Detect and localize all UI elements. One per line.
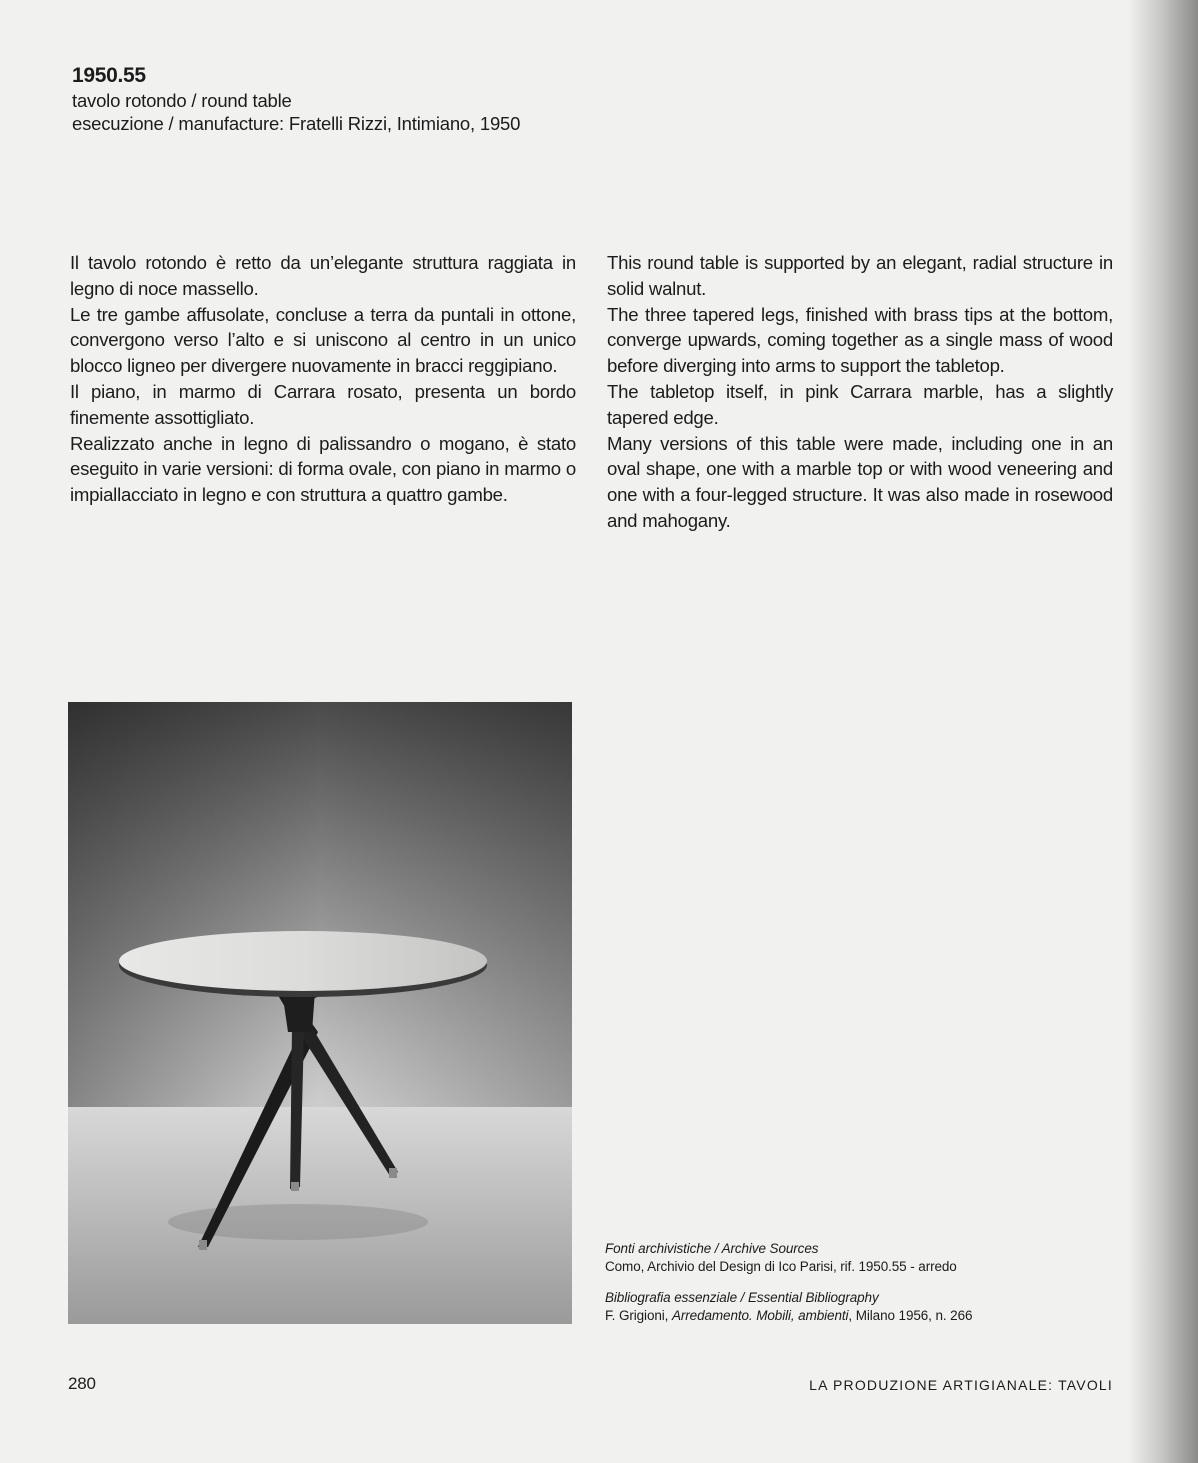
page-number: 280	[68, 1374, 96, 1393]
bibliography-heading: Bibliografia essenziale / Essential Bibliography	[605, 1290, 879, 1305]
italian-paragraph: Realizzato anche in legno di palissandro o mogano, è stato eseguito in varie versioni: di forma ovale, con piano in marmo o impiallacciato in legno e con struttura a quattro gambe.	[70, 432, 576, 506]
bibliography-details: , Milano 1956, n. 266	[848, 1307, 973, 1323]
english-paragraph: Many versions of this table were made, including one in an oval shape, one with a marble top or with wood veneering and one with a four-legged structure. It was also made in rosewood and mahogany.	[607, 432, 1113, 531]
italian-paragraph: Il piano, in marmo di Carrara rosato, presenta un bordo finemente assottigliato.	[70, 380, 576, 428]
sources-gap	[605, 1275, 1075, 1289]
archive-sources-heading: Fonti archivistiche / Archive Sources	[605, 1241, 819, 1256]
italian-description	[70, 250, 576, 508]
italian-paragraph: Le tre gambe affusolate, concluse a terra da puntali in ottone, convergono verso l’alto e si uniscono al centro in un unico blocco ligneo per divergere nuovamente in bracci reggipiano.	[70, 303, 576, 377]
table-photograph	[68, 702, 572, 1324]
sources-block	[605, 1240, 1075, 1324]
english-description	[607, 250, 1113, 534]
english-paragraph: The tabletop itself, in pink Carrara marble, has a slightly tapered edge.	[607, 380, 1113, 428]
entry-header	[72, 62, 632, 135]
manufacture-info: esecuzione / manufacture: Fratelli Rizzi, Intimiano, 1950	[72, 113, 521, 134]
bibliography-author: F. Grigioni,	[605, 1307, 672, 1323]
brass-tip	[389, 1168, 397, 1178]
round-table-illustration	[68, 702, 572, 1324]
object-type: tavolo rotondo / round table	[72, 90, 292, 111]
bibliography-entry	[605, 1307, 1075, 1325]
bibliography-title: Arredamento. Mobili, ambienti	[671, 1307, 849, 1323]
running-title: LA PRODUZIONE ARTIGIANALE: TAVOLI	[809, 1377, 1113, 1393]
page-gutter-shadow	[1128, 0, 1198, 1463]
archive-sources-text: Como, Archivio del Design di Ico Parisi, rif. 1950.55 - arredo	[605, 1258, 957, 1274]
brass-tip	[199, 1240, 207, 1250]
italian-paragraph: Il tavolo rotondo è retto da un’elegante struttura raggiata in legno di noce massello.	[70, 252, 576, 299]
english-paragraph: This round table is supported by an elegant, radial structure in solid walnut.	[607, 252, 1113, 299]
english-paragraph: The three tapered legs, finished with brass tips at the bottom, converge upwards, coming together as a single mass of wood before diverging into arms to support the tabletop.	[607, 303, 1113, 377]
catalog-number: 1950.55	[72, 64, 146, 87]
brass-tip	[291, 1182, 299, 1191]
marble-tabletop	[119, 931, 487, 991]
